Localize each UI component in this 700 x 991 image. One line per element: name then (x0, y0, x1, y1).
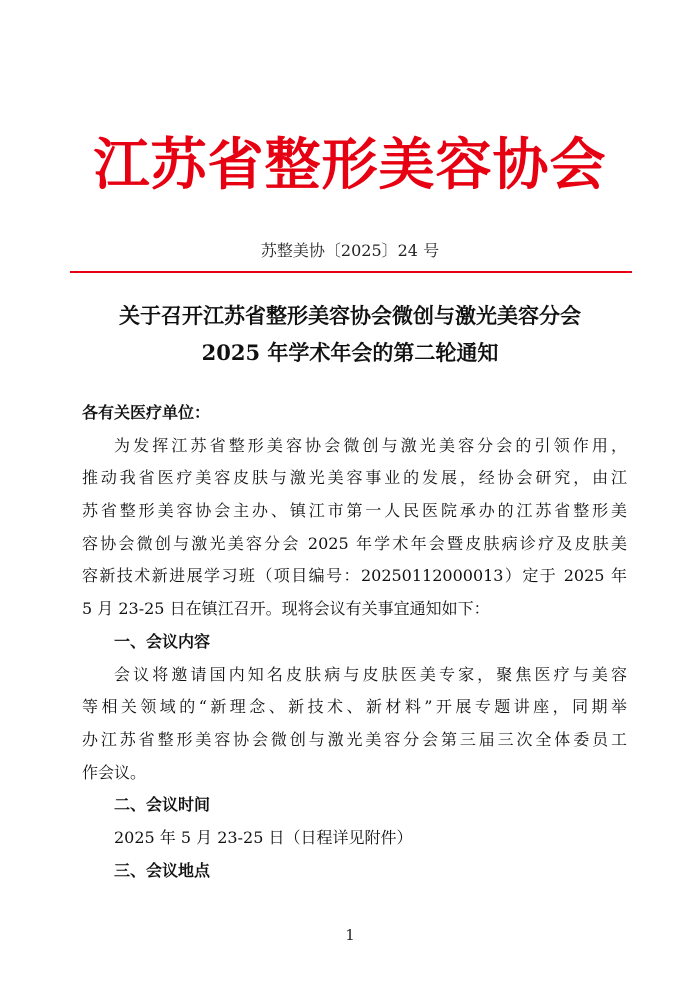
intro-line-1: 为发挥江苏省整形美容协会微创与激光美容分会的引领作用， (114, 435, 627, 455)
section-1-heading: 一、会议内容 (114, 631, 211, 651)
section-2-text: 2025 年 5 月 23-25 日（日程详见附件） (114, 827, 413, 847)
salutation: 各有关医疗单位： (82, 403, 211, 422)
document-body (82, 397, 627, 887)
intro-line-4: 容协会微创与激光美容分会 2025 年学术年会暨皮肤病诊疗及皮肤美 (82, 533, 627, 553)
intro-line-3: 苏省整形美容协会主办、镇江市第一人民医院承办的江苏省整形美 (82, 501, 627, 521)
page-number: 1 (345, 926, 355, 944)
document-number: 苏整美协〔2025〕24 号 (260, 241, 440, 260)
section-2-heading: 二、会议时间 (114, 795, 211, 815)
red-divider-line (70, 271, 632, 273)
section-1-line-2: 等相关领域的“新理念、新技术、新材料”开展专题讲座，同期举 (82, 697, 627, 717)
section-1-line-4: 作会议。 (82, 762, 147, 782)
intro-line-5: 容新技术新进展学习班（项目编号：20250112000013）定于 2025 年 (82, 566, 627, 586)
section-1-line-1: 会议将邀请国内知名皮肤病与皮肤医美专家，聚焦医疗与美容 (114, 664, 627, 684)
notice-title-line-1: 关于召开江苏省整形美容协会微创与激光美容分会 (119, 303, 581, 328)
intro-line-2: 推动我省医疗美容皮肤与激光美容事业的发展，经协会研究，由江 (82, 468, 627, 488)
intro-line-6: 5 月 23-25 日在镇江召开。现将会议有关事宜通知如下： (82, 599, 490, 619)
organization-title: 江苏省整形美容协会 (93, 132, 607, 198)
section-3-heading: 三、会议地点 (114, 860, 211, 880)
section-1-line-3: 办江苏省整形美容协会微创与激光美容分会第三届三次全体委员工 (82, 729, 627, 749)
notice-title-line-2: 2025 年学术年会的第二轮通知 (201, 340, 499, 365)
